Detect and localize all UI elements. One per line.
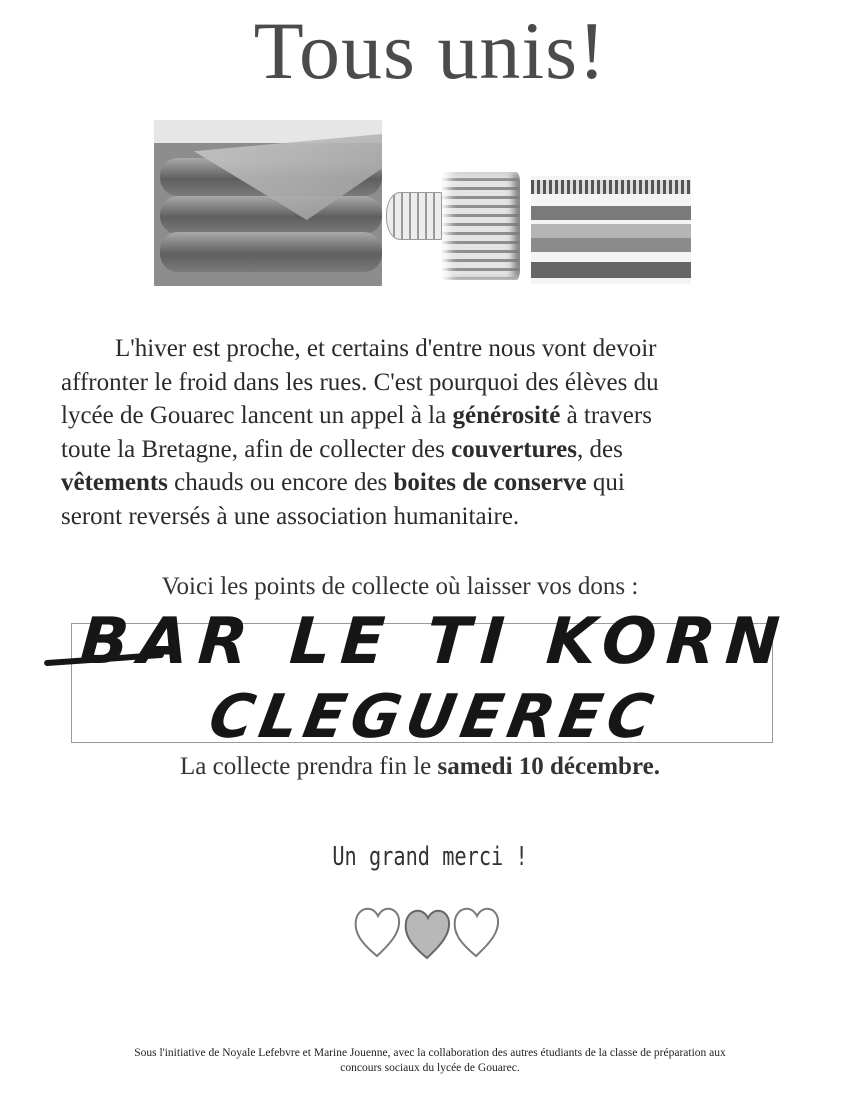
thanks-text: Un grand merci ! [332, 842, 528, 872]
end-date-line [0, 753, 840, 781]
footer-credits [40, 1046, 820, 1076]
handwritten-town: CLEGUEREC [203, 682, 664, 752]
paragraph-line: affronter le froid dans les rues. C'est pourquoi des élèves du [61, 368, 659, 396]
paragraph-line: qui [586, 469, 625, 496]
paragraph-line: , des [577, 435, 623, 463]
emphasis-cans: boites de conserve [393, 469, 587, 496]
emphasis-blankets: couvertures [451, 435, 578, 463]
end-text: La collecte prendra fin le [180, 753, 438, 780]
appeal-paragraph [61, 332, 783, 533]
paragraph-line: chauds ou encore des [167, 469, 394, 496]
footer-line: concours sociaux du lycée de Gouarec. [340, 1062, 520, 1074]
paragraph-line: lycée de Gouarec lancent un appel à la [61, 402, 453, 429]
donation-photos [154, 120, 694, 290]
paragraph-line: seront reversés à une association humanitaire. [61, 502, 520, 530]
blankets-photo [154, 120, 382, 286]
paragraph-line: à travers [560, 402, 652, 429]
emphasis-clothes: vêtements [61, 469, 168, 496]
emphasis-generosity: générosité [452, 402, 561, 429]
collection-points-label: Voici les points de collecte où laisser vos dons : [161, 573, 639, 600]
clothes-photo [531, 176, 691, 284]
paragraph-line: toute la Bretagne, afin de collecter des [61, 435, 452, 463]
paragraph-line: L'hiver est proche, et certains d'entre nous vont devoir [115, 335, 657, 362]
end-date: samedi 10 décembre. [437, 753, 660, 780]
handwritten-location: BAR LE TI KORN [77, 605, 792, 679]
footer-line: Sous l'initiative de Noyale Lefebvre et Marine Jouenne, avec la collaboration des autres étudiants de la classe de préparation aux [134, 1047, 726, 1059]
cans-photo [384, 150, 524, 286]
hearts-icon [352, 898, 502, 962]
page-title: Tous unis! [253, 5, 607, 96]
